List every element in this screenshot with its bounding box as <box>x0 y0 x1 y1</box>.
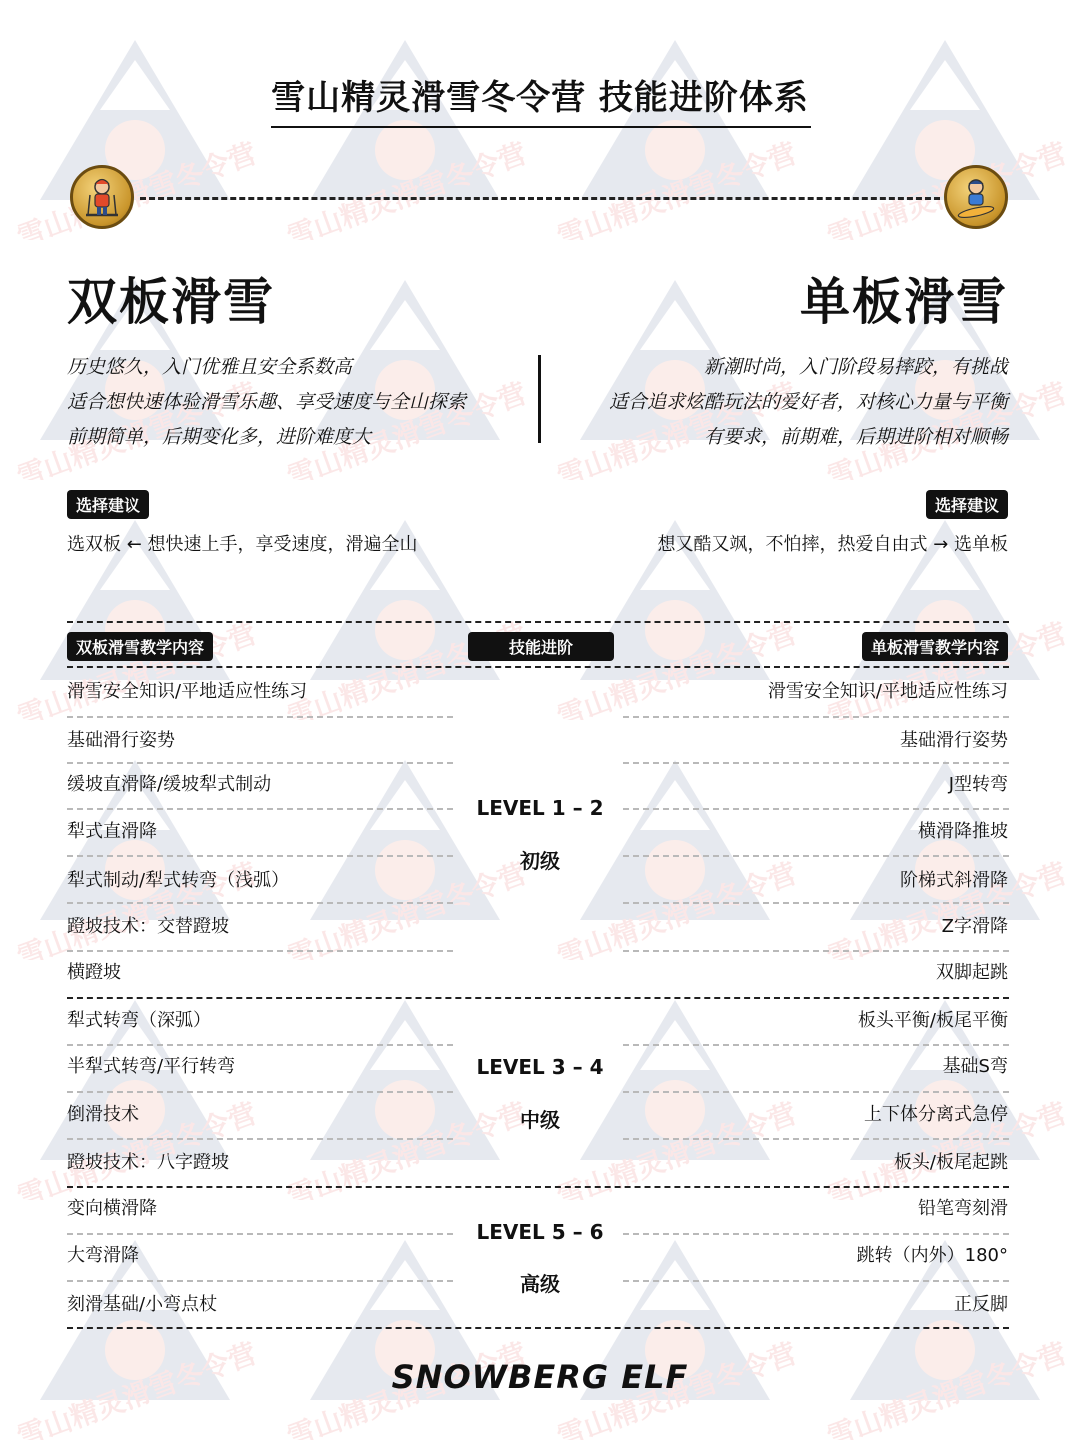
row-divider <box>623 950 1009 952</box>
title-underline <box>271 126 811 128</box>
footer-brand: SNOWBERG ELF <box>391 1358 689 1396</box>
ski-skill-item: 犁式制动/犁式转弯（浅弧） <box>67 870 290 891</box>
snowboard-skill-item: 板头平衡/板尾平衡 <box>857 1010 1008 1031</box>
snowboarder-icon <box>944 165 1008 229</box>
table-top-divider <box>67 621 1009 623</box>
snowboard-skill-item: 滑雪安全知识/平地适应性练习 <box>767 681 1008 702</box>
table-bottom-divider <box>67 1327 1009 1329</box>
ski-description <box>67 350 466 455</box>
level-range: LEVEL 5 – 6 <box>476 1220 604 1244</box>
row-divider <box>623 808 1009 810</box>
row-divider <box>67 716 453 718</box>
snowboard-desc-line: 新潮时尚，入门阶段易摔跤，有挑战 <box>703 356 1008 378</box>
snowboard-desc-line: 适合追求炫酷玩法的爱好者，对核心力量与平衡 <box>608 391 1008 413</box>
snowboard-skill-item: 基础滑行姿势 <box>900 730 1008 751</box>
ski-skill-item: 变向横滑降 <box>67 1198 157 1219</box>
row-divider <box>67 808 453 810</box>
snowboard-advice-tag: 选择建议 <box>926 490 1008 519</box>
ski-skill-item: 刻滑基础/小弯点杖 <box>67 1294 218 1315</box>
row-divider <box>67 1091 453 1093</box>
snowboard-skill-item: J型转弯 <box>948 774 1008 795</box>
level-range: LEVEL 3 – 4 <box>476 1055 604 1079</box>
ski-skill-item: 犁式直滑降 <box>67 821 157 842</box>
ski-skill-item: 横蹬坡 <box>67 962 121 983</box>
row-divider <box>623 1044 1009 1046</box>
level-divider <box>67 997 1009 999</box>
snowboard-skill-item: 板头/板尾起跳 <box>893 1152 1008 1173</box>
vertical-divider <box>538 355 541 443</box>
snowboard-skill-item: 阶梯式斜滑降 <box>900 870 1008 891</box>
snowboard-skill-item: Z字滑降 <box>941 916 1008 937</box>
top-dashed-divider <box>140 197 940 200</box>
snowboard-description <box>609 350 1008 455</box>
skier-icon <box>70 165 134 229</box>
snowboard-advice: 想又酷又飒，不怕摔，热爱自由式 → 选单板 <box>657 534 1008 555</box>
ski-skill-item: 半犁式转弯/平行转弯 <box>67 1056 236 1077</box>
row-divider <box>67 762 453 764</box>
page-title: 雪山精灵滑雪冬令营 技能进阶体系 <box>271 78 809 118</box>
level-name: 初级 <box>520 849 560 873</box>
row-divider <box>623 855 1009 857</box>
heading-snowboard: 单板滑雪 <box>800 273 1008 331</box>
row-divider <box>67 1044 453 1046</box>
snowboard-column-header: 单板滑雪教学内容 <box>862 632 1008 661</box>
ski-desc-line: 适合想快速体验滑雪乐趣、享受速度与全山探索 <box>67 391 467 413</box>
snowboard-desc-line: 有要求，前期难，后期进阶相对顺畅 <box>703 426 1008 448</box>
header-divider <box>67 666 1009 668</box>
ski-advice-tag: 选择建议 <box>67 490 149 519</box>
row-divider <box>623 902 1009 904</box>
snowboard-skill-item: 铅笔弯刻滑 <box>918 1198 1008 1219</box>
ski-skill-item: 蹬坡技术：八字蹬坡 <box>67 1152 229 1173</box>
row-divider <box>67 855 453 857</box>
ski-skill-item: 倒滑技术 <box>67 1104 139 1125</box>
row-divider <box>67 902 453 904</box>
ski-skill-item: 大弯滑降 <box>67 1245 139 1266</box>
ski-skill-item: 滑雪安全知识/平地适应性练习 <box>67 681 308 702</box>
ski-advice: 选双板 ← 想快速上手，享受速度，滑遍全山 <box>67 534 418 555</box>
snowboard-skill-item: 跳转（内外）180° <box>856 1245 1008 1266</box>
level-range: LEVEL 1 – 2 <box>476 796 604 820</box>
row-divider <box>67 1233 453 1235</box>
snowboard-skill-item: 正反脚 <box>954 1294 1008 1315</box>
ski-column-header: 双板滑雪教学内容 <box>67 632 213 661</box>
row-divider <box>623 1091 1009 1093</box>
row-divider <box>623 1280 1009 1282</box>
ski-skill-item: 蹬坡技术：交替蹬坡 <box>67 916 229 937</box>
level-divider <box>67 1186 1009 1188</box>
row-divider <box>67 950 453 952</box>
snowboard-skill-item: 上下体分离式急停 <box>864 1104 1008 1125</box>
ski-skill-item: 缓坡直滑降/缓坡犁式制动 <box>67 774 272 795</box>
row-divider <box>623 1233 1009 1235</box>
row-divider <box>67 1280 453 1282</box>
snowboard-skill-item: 双脚起跳 <box>936 962 1008 983</box>
level-name: 中级 <box>520 1108 560 1132</box>
ski-skill-item: 基础滑行姿势 <box>67 730 175 751</box>
row-divider <box>623 716 1009 718</box>
ski-skill-item: 犁式转弯（深弧） <box>67 1010 211 1031</box>
ski-desc-line: 前期简单，后期变化多，进阶难度大 <box>67 426 372 448</box>
row-divider <box>623 1138 1009 1140</box>
level-name: 高级 <box>520 1272 560 1296</box>
row-divider <box>623 762 1009 764</box>
heading-ski: 双板滑雪 <box>67 273 275 331</box>
snowboard-skill-item: 基础S弯 <box>942 1056 1008 1077</box>
row-divider <box>67 1138 453 1140</box>
ski-desc-line: 历史悠久，入门优雅且安全系数高 <box>67 356 353 378</box>
level-column-header: 技能进阶 <box>468 632 614 661</box>
snowboard-skill-item: 横滑降推坡 <box>918 821 1008 842</box>
